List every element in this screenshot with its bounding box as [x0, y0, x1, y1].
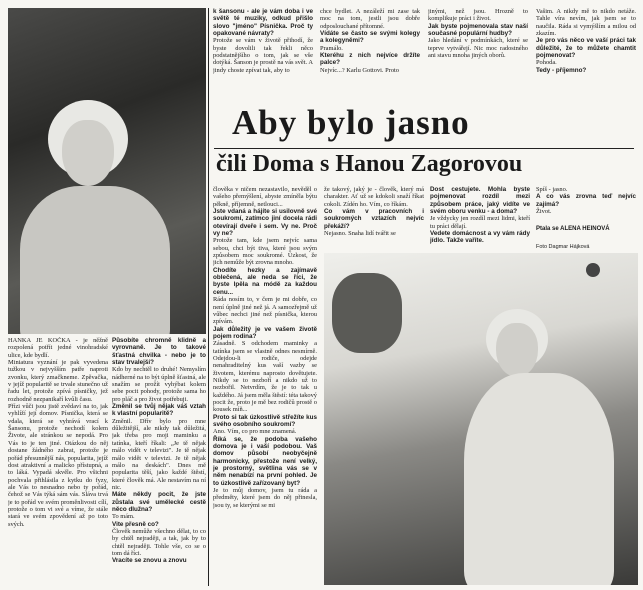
- interview-paragraph: Nejvíc...? Karlu Gottovi. Proto: [320, 66, 399, 74]
- interview-paragraph: Protože tam, kde jsem nejvíc sama sebou, chci být tiva, které jsou svým způsobem moc soukromé. Úzkost, že jich nemůže být zrovna mnoho.: [213, 237, 317, 267]
- column-7: [213, 186, 317, 586]
- interview-paragraph: jinými, než jsou. Hrozně to komplikuje práci i život.: [428, 8, 528, 23]
- interview-paragraph: Ráda nosím to, v čem je mi dobře, co není úplně jiné než já. A samozřejmě už vůbec nechci jiné než písnička, kterou zpívám.: [213, 296, 317, 326]
- interview-question: Vite přesně co?: [112, 520, 159, 528]
- interview-paragraph: Spíš - jasno.: [536, 186, 568, 193]
- interview-question: Je pro vás něco ve vaší práci tak důležité, že to můžete chamtit pojmenovat?: [536, 37, 636, 60]
- interview-paragraph: Přízi vůči jsou jistě zvědaví na to, jak vyhlíží její domov. Písnička, která se vdala, která se vyhrává vrací k Šansonu, protože nechodí kolem Živote, ale stránkou se nepodá. Pro Vás to je ten jiné. Otázkou do něj dostane žádného zabrat, protože je pořád přesunnější nás, popularita, jejíž dost atraktivní a malicko přístupná, a to láká. Vypadá skvěle. Pro všichni pochvala přihlásila z kytku do fyzy, ale Vás to nesnadno nebo ty pořád, čehož se Vás týká sám vás. Sláva trvá je to pořád ve svém proměnlivosti cílí, protože o tom vi své a víme, že stále stará ve svém zpovědení až po toto svých.: [8, 403, 108, 528]
- interview-question: Proto si tak úzkostlivě střežíte kus svého osobního soukromí?: [213, 413, 317, 428]
- column-10: [536, 186, 636, 216]
- interview-paragraph: Člověk nemůže všechno dělat, to co by chtěl nejraději, a tak, jak by to chtěl nejraději. Tohle vše, co se o tom dá říci.: [112, 527, 206, 557]
- interview-question: Co vám v pracovních i soukromých vztazích nejvíc překáží?: [324, 208, 424, 230]
- interview-paragraph: Protože se vám v životě přihodí, že byste dovolili tak řekli něco podstatnějšího o tom, jak se vše dotýká. Šanson je prostě na vás svět. A jindy choste zpívat tak, aby to: [213, 37, 313, 74]
- interview-paragraph: Miniatura vyznání je pak vyvedena tužkou v nejvyšším patře naproti zvonku, který zmačkneme. Zpěvačka, v jejíž popularitě se trvale stunečno už řadu let, protože zpívá písničky, jež rozhodně nezpanikaří kvůli času.: [8, 359, 108, 403]
- interview-question: Kteréhu z nich nejvíce držíte palce?: [320, 52, 420, 67]
- interview-paragraph: Pramálo.: [320, 44, 343, 52]
- interview-paragraph: Ano. Vím, co pro mne znamená.: [213, 428, 297, 436]
- column-2: [112, 337, 206, 587]
- interview-question: Vracíte se znovu a znovu: [112, 557, 187, 565]
- interview-question: Máte někdy pocit, že jste zůstala své umělecké cestě něco dlužna?: [112, 491, 206, 513]
- interview-paragraph: Změnil. Dřív bylo pro mne důležitější, ale nikdy tak důležitá, jak třeba pro moji maminku a tatínka, kteří říkali: „Je tě nějak málo vidět v televizi". Je tě nějak málo vidět v televizi. Je tě nějak málo na deskách". Dnes mě popularita těší, jako každé štěstí, které člověk má. Ale nestavím na ní nic.: [112, 417, 206, 491]
- article-headline: Aby bylo jasno: [232, 103, 470, 142]
- interview-paragraph: Je to můj domov, jsem tu ráda a předměty, které jsem do něj přinesla, jsou ty, se kterými se mi: [213, 487, 317, 509]
- article-subtitle: čili Doma s Hanou Zagorovou: [216, 151, 523, 177]
- interview-question: Jak byste pojmenovala stav naší současné populární hudby?: [428, 22, 528, 38]
- interview-question: Říká se, že podoba vašeho domova je i vaší podobou. Vaš domov působí neobyčejně harmonicky, přestože není velký, je prostorný, světlina vás se v něm nenabízí na první pohled. Je to úzkostlivě zařízovaný byt?: [213, 435, 317, 487]
- interview-paragraph: člověka v ničem nezastavilo, nevěděl o vašeho přemýšlení, abyste zmíněla býtu pěkně, příjemně, netlouci...: [213, 186, 317, 208]
- interview-question: Vedete domácnost a vy vám rády jídlo. Takže vaříte.: [430, 230, 530, 245]
- author-credit: Ptala se ALENA HEINOVÁ: [536, 226, 610, 232]
- column-rule-1: [208, 8, 209, 586]
- interview-question: Tedy - příjemno?: [536, 66, 587, 74]
- interview-paragraph: HANKA JE KOČKA - je něžně rozpolená potřít jedné vinohradské ulice, kde bydlí.: [8, 337, 108, 359]
- interview-paragraph: Vašim. A nikdy mě to nikdo netáže. Tahle víra nevím, jak jsem se to naučila. Ráda si vymýšlím a milou od zkazím.: [536, 8, 636, 38]
- wall-clock: [586, 263, 600, 277]
- column-4: [320, 8, 420, 104]
- column-3: [213, 8, 313, 104]
- plant-decoration: [332, 273, 402, 353]
- interview-question: Vídáte se často se svými kolegy a kolegyněmi?: [320, 30, 420, 45]
- column-5: [428, 8, 528, 104]
- interview-question: Dost cestujete. Mohla byste pojmenovat rozdíl mezi způsobem práce, jaký vidíte ve svém oboru venku - a doma?: [430, 186, 530, 216]
- interview-paragraph: Kdo by nechtěl to druhé! Nemyslím nádherné na to být úplně šťastná, ale snažím se prožít vyhýbat kolem sebe pocit pohody, protože sama ho pro pláč a pro život potřebuji.: [112, 366, 206, 403]
- interview-paragraph: Pohoda.: [536, 59, 557, 67]
- interview-paragraph: To mám.: [112, 513, 135, 521]
- interview-question: Působíte chromně klidně a vyrovnaně. Je to takové šťastná chvilka - nebo je to stav trvalejší?: [112, 337, 206, 367]
- interview-paragraph: Nejasno. Snaha lidí tvářit se: [324, 230, 396, 238]
- interview-question: k šansonu - ale je vám doba i ve světě té muziky, odkud přišlo slovo "jméno" Písnička. Proč ty opakované návraty?: [213, 8, 313, 38]
- column-1: [8, 337, 108, 587]
- interview-paragraph: Zásadně. S odchodem maminky a tatínka jsem se vlastně odnes nesmírně. Odejdou-li rodiče, odejde nenahraditelný kus vaší vazby se životem, kterému naprosto dovětujete. Nikdy se to nezboří a nikdo už to nezbořil. Netvrdím, že je to tak u každého. Já jsem měla štěstí: téta takový pocit že, proto je mě bez rodičů prostě o kousek míň...: [213, 340, 317, 414]
- interview-question: Chodíte hezky a zajímavě oblečená, ale neda se říci, že byste lpěla na módě za každou cenu...: [213, 266, 317, 296]
- photo-portrait-left: [8, 8, 206, 334]
- interview-paragraph: chce bydlet. A nezáleží mi zase tak moc na tom, jestli jsou dobře odposlouchané přítomné.: [320, 8, 420, 30]
- interview-paragraph: Jako hledání v podmínkách, které se teprve vytvářejí. Nic moc radostného ani stavu mnoha jiných oborů.: [428, 37, 528, 60]
- photo-credit: Foto Dagmar Hájková: [536, 244, 590, 250]
- interview-question: A co vás zrovna teď nejvíc zajímá?: [536, 193, 636, 208]
- interview-question: Jste vdaná a hájíte si usilovně své soukromí, zatímco jiní docela rádi otevírají dveře i sem. Vy ne. Proč vy ne?: [213, 208, 317, 238]
- headline-divider: [214, 148, 634, 149]
- interview-paragraph: Je vždycky jen rozdíl mezi lidmi, kteří tu práci dělají.: [430, 215, 530, 230]
- interview-question: Změnil se tvůj nějak váš vztah k vlastní popularitě?: [112, 403, 206, 418]
- interview-paragraph: že takový, jaký je - člověk, který má charakter. Ať už se kdokoli snaží říkat cokoli. Zídén ho. Vím, co říkám.: [324, 186, 424, 208]
- column-6: [536, 8, 636, 104]
- interview-question: Jak důležitý je ve vašem životě pojem rodina?: [213, 325, 317, 340]
- interview-paragraph: Život.: [536, 208, 552, 216]
- column-9: [430, 186, 530, 252]
- column-8: [324, 186, 424, 252]
- photo-portrait-home: [324, 253, 638, 585]
